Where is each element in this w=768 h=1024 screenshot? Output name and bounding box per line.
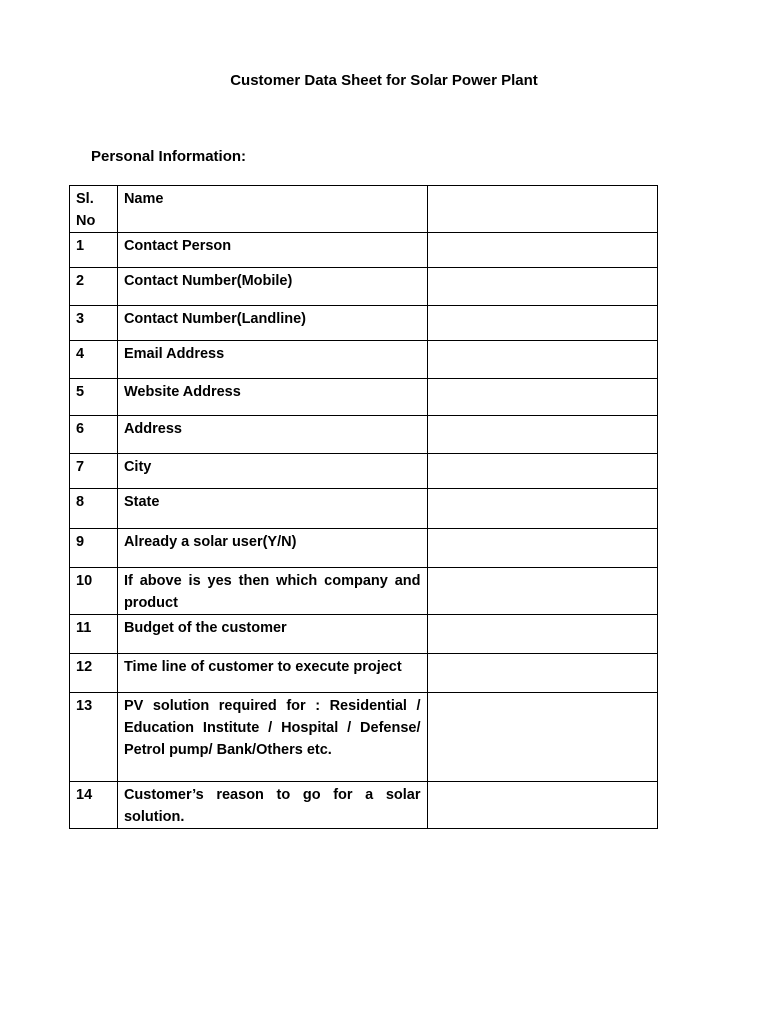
field-label: Already a solar user(Y/N) xyxy=(117,529,427,568)
value-cell[interactable] xyxy=(427,306,657,341)
value-cell[interactable] xyxy=(427,693,657,782)
value-cell[interactable] xyxy=(427,268,657,306)
value-cell[interactable] xyxy=(427,654,657,693)
field-label: Address xyxy=(117,416,427,454)
table-row xyxy=(70,379,658,416)
field-label: Website Address xyxy=(117,379,427,416)
field-label: Budget of the customer xyxy=(117,615,427,654)
row-number: 12 xyxy=(70,654,118,693)
row-number: 6 xyxy=(70,416,118,454)
table-row xyxy=(70,306,658,341)
table-row xyxy=(70,529,658,568)
row-number: 2 xyxy=(70,268,118,306)
field-label: State xyxy=(117,489,427,529)
row-number: 10 xyxy=(70,568,118,615)
table-header-row xyxy=(70,186,658,233)
field-label: Email Address xyxy=(117,341,427,379)
value-cell[interactable] xyxy=(427,416,657,454)
table-row xyxy=(70,489,658,529)
row-number: 7 xyxy=(70,454,118,489)
table-row xyxy=(70,693,658,782)
customer-data-table xyxy=(69,185,658,829)
document-title: Customer Data Sheet for Solar Power Plant xyxy=(230,72,538,89)
table-row xyxy=(70,654,658,693)
table-row xyxy=(70,268,658,306)
row-number: 13 xyxy=(70,693,118,782)
field-label: Contact Person xyxy=(117,233,427,268)
value-cell[interactable] xyxy=(427,341,657,379)
section-heading: Personal Information: xyxy=(91,148,247,165)
value-cell[interactable] xyxy=(427,489,657,529)
row-number: 3 xyxy=(70,306,118,341)
table-row xyxy=(70,782,658,829)
row-number: 9 xyxy=(70,529,118,568)
field-label: Time line of customer to execute project xyxy=(117,654,427,693)
table-row xyxy=(70,615,658,654)
value-cell[interactable] xyxy=(427,379,657,416)
field-label: City xyxy=(117,454,427,489)
field-label: Contact Number(Mobile) xyxy=(117,268,427,306)
row-number: 11 xyxy=(70,615,118,654)
value-cell[interactable] xyxy=(427,782,657,829)
value-cell[interactable] xyxy=(427,186,657,233)
field-label: PV solution required for : Residential / Education Institute / Hospital / Defense/ Petrol pump/ Bank/Others etc. xyxy=(117,693,427,782)
value-cell[interactable] xyxy=(427,615,657,654)
row-number: 5 xyxy=(70,379,118,416)
table-row xyxy=(70,341,658,379)
table-row xyxy=(70,416,658,454)
table-row xyxy=(70,454,658,489)
serial-number-header: Sl. No xyxy=(70,186,118,233)
field-label: Customer’s reason to go for a solar solution. xyxy=(117,782,427,829)
field-name-header: Name xyxy=(117,186,427,233)
row-number: 4 xyxy=(70,341,118,379)
value-cell[interactable] xyxy=(427,568,657,615)
field-label: Contact Number(Landline) xyxy=(117,306,427,341)
value-cell[interactable] xyxy=(427,454,657,489)
field-label: If above is yes then which company and product xyxy=(117,568,427,615)
table-row xyxy=(70,233,658,268)
value-cell[interactable] xyxy=(427,233,657,268)
row-number: 1 xyxy=(70,233,118,268)
row-number: 8 xyxy=(70,489,118,529)
value-cell[interactable] xyxy=(427,529,657,568)
row-number: 14 xyxy=(70,782,118,829)
table-row xyxy=(70,568,658,615)
